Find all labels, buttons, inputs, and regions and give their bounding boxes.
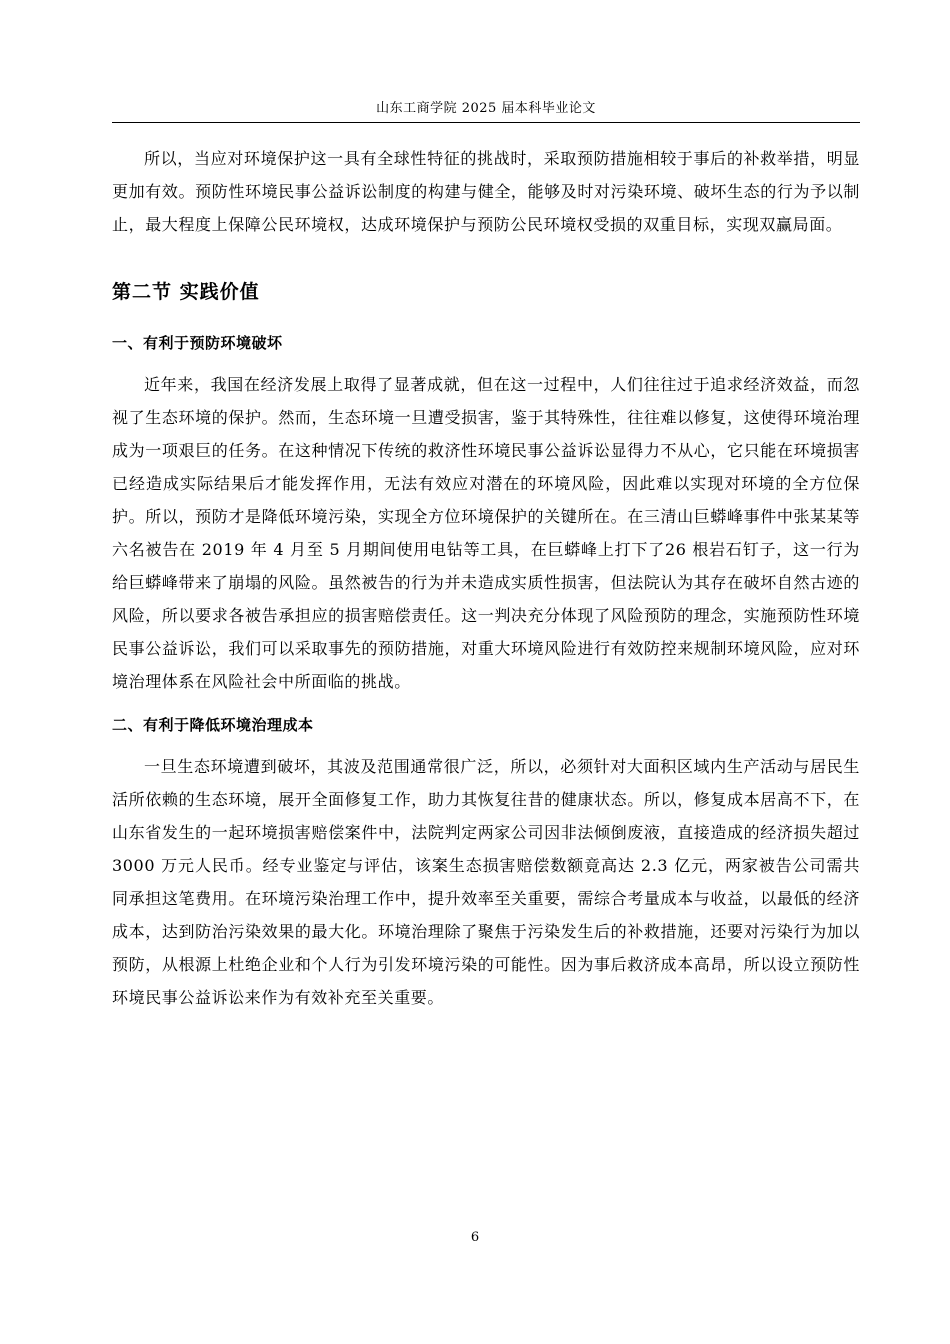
intro-paragraph: 所以，当应对环境保护这一具有全球性特征的挑战时，采取预防措施相较于事后的补救举措，明显更加有效。预防性环境民事公益诉讼制度的构建与健全，能够及时对污染环境、破坏生态的行为予以制止，最大程度上保障公民环境权，达成环境保护与预防公民环境权受损的双重目标，实现双赢局面。 — [112, 149, 860, 234]
subsection-paragraph-2: 一旦生态环境遭到破坏，其波及范围通常很广泛，所以，必须针对大面积区域内生产活动与居民生活所依赖的生态环境，展开全面修复工作，助力其恢复往昔的健康状态。所以，修复成本居高不下，在山东省发生的一起环境损害赔偿案件中，法院判定两家公司因非法倾倒废液，直接造成的经济损失超过 3000 万元人民币。经专业鉴定与评估，该案生态损害赔偿数额竟高达 2.3 亿元，两家被告公司需共同承担这笔费用。在环境污染治理工作中，提升效率至关重要，需综合考量成本与收益，以最低的经济成本，达到防治污染效果的最大化。环境治理除了聚焦于污染发生后的补救措施，还要对污染行为加以预防，从根源上杜绝企业和个人行为引发环境污染的可能性。因为事后救济成本高昂，所以设立预防性环境民事公益诉讼来作为有效补充至关重要。 — [112, 757, 860, 1007]
page-number: 6 — [470, 1230, 480, 1245]
running-header: 山东工商学院 2025 届本科毕业论文 — [112, 96, 860, 123]
page-content — [112, 142, 860, 1014]
section-heading: 第二节 实践价值 — [112, 281, 260, 303]
subsection-heading-1: 一、有利于预防环境破坏 — [112, 334, 283, 352]
subsection-heading-2: 二、有利于降低环境治理成本 — [112, 716, 314, 734]
subsection-paragraph-1: 近年来，我国在经济发展上取得了显著成就，但在这一过程中，人们往往过于追求经济效益，而忽视了生态环境的保护。然而，生态环境一旦遭受损害，鉴于其特殊性，往往难以修复，这使得环境治理成为一项艰巨的任务。在这种情况下传统的救济性环境民事公益诉讼显得力不从心，它只能在环境损害已经造成实际结果后才能发挥作用，无法有效应对潜在的环境风险，因此难以实现对环境的全方位保护。所以，预防才是降低环境污染，实现全方位环境保护的关键所在。在三清山巨蟒峰事件中张某某等六名被告在 2019 年 4 月至 5 月期间使用电钻等工具，在巨蟒峰上打下了26 根岩石钉子，这一行为给巨蟒峰带来了崩塌的风险。虽然被告的行为并未造成实质性损害，但法院认为其存在破坏自然古迹的风险，所以要求各被告承担应的损害赔偿责任。这一判决充分体现了风险预防的理念，实施预防性环境民事公益诉讼，我们可以采取事先的预防措施，对重大环境风险进行有效防控来规制环境风险，应对环境治理体系在风险社会中所面临的挑战。 — [112, 375, 860, 691]
